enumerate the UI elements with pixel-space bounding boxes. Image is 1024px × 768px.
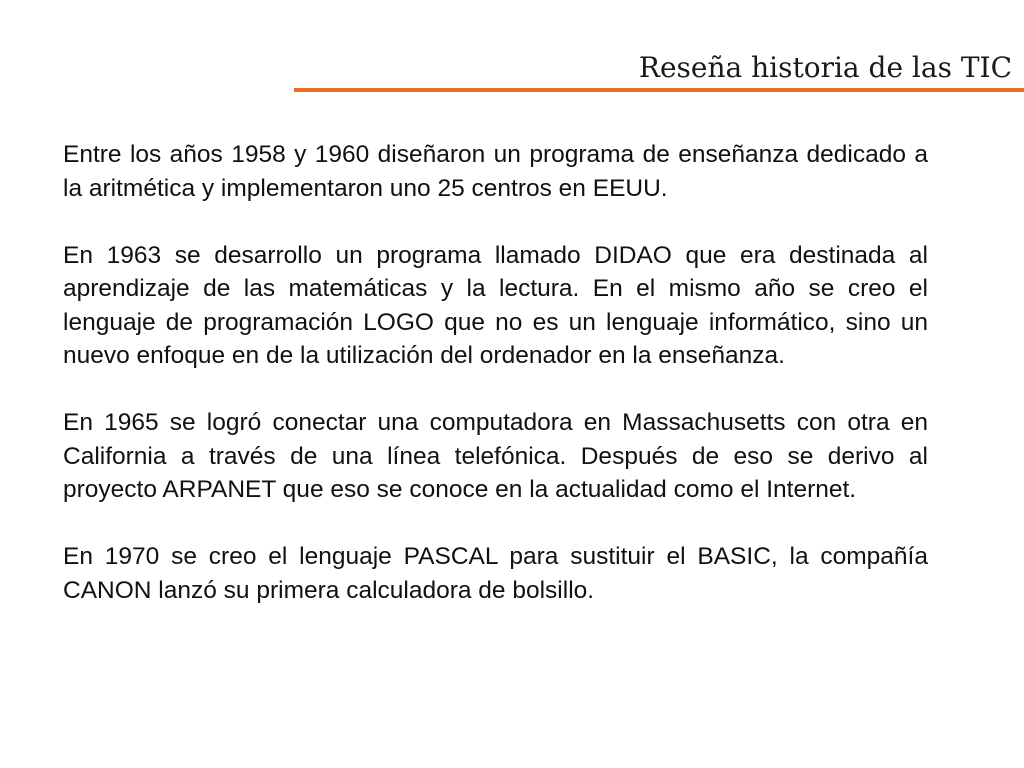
paragraph-1970: En 1970 se creo el lenguaje PASCAL para sustituir el BASIC, la compañía CANON lanzó su primera calculadora de bolsillo. (63, 543, 928, 604)
slide-title: Reseña historia de las TIC (638, 51, 1012, 84)
slide-body (63, 138, 928, 607)
title-underline (294, 88, 1024, 92)
paragraph-1963: En 1963 se desarrollo un programa llamado DIDAO que era destinada al aprendizaje de las matemáticas y la lectura. En el mismo año se creo el lenguaje de programación LOGO que no es un lenguaje informático, sino un nuevo enfoque en de la utilización del ordenador en la enseñanza. (63, 241, 928, 369)
paragraph-1965: En 1965 se logró conectar una computadora en Massachusetts con otra en California a través de una línea telefónica. Después de eso se derivo al proyecto ARPANET que eso se conoce en la actualidad como el Internet. (63, 409, 928, 503)
paragraph-1958: Entre los años 1958 y 1960 diseñaron un programa de enseñanza dedicado a la aritmética y implementaron uno 25 centros en EEUU. (63, 141, 928, 202)
